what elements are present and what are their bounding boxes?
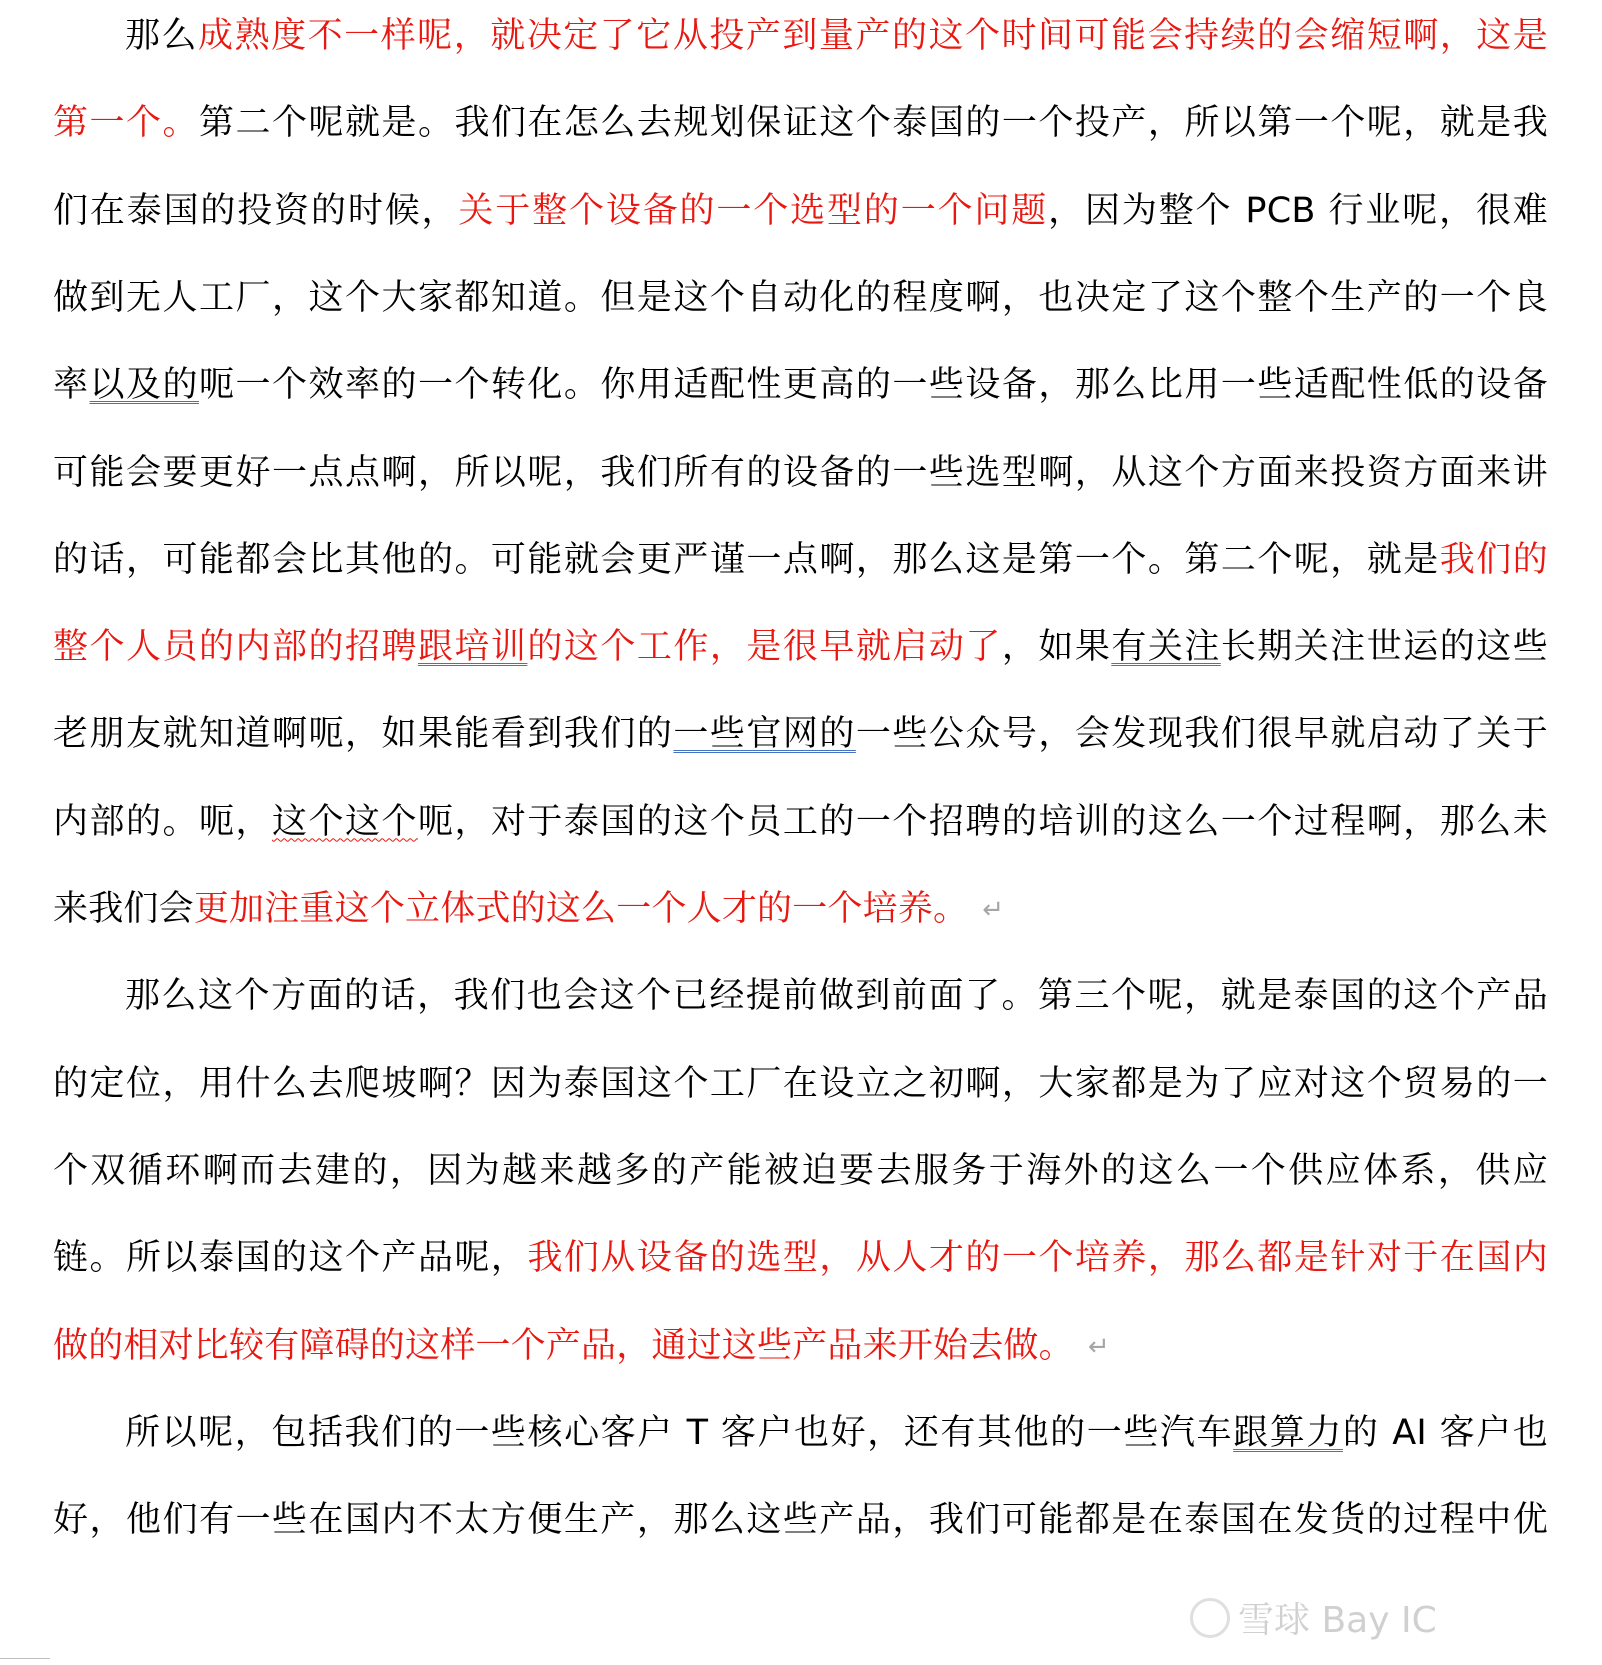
highlighted-text: 做的相对比较有障碍的这样一个产品，通过这些产品来开始去做。 [53, 1325, 1074, 1366]
body-text: 来我们会 [53, 889, 194, 929]
body-text: 老朋友就知道啊呃，如果能看到我们的 [53, 714, 674, 755]
document-line [53, 623, 1548, 671]
highlighted-text: 的这个工作，是很早就启动了 [527, 627, 1002, 668]
document-line [125, 12, 1548, 60]
document-line [53, 187, 1548, 235]
document-line [125, 972, 1548, 1020]
body-text: 一些公众号，会发现我们很早就启动了关于 [855, 714, 1548, 755]
body-text: 可能会要更好一点点啊，所以呢，我们所有的设备的一些选型啊，从这个方面来投资方面来讲 [53, 452, 1548, 493]
body-text: 以及的 [89, 365, 199, 406]
document-line [53, 1234, 1548, 1282]
body-text: 所以呢，包括我们的一些核心客户 T 客户也好，还有其他的一些汽车 [125, 1412, 1234, 1453]
document-line [53, 885, 1548, 934]
body-text: 率 [53, 365, 90, 406]
body-text: 长期关注世运的这些 [1220, 627, 1548, 668]
snowball-logo-icon [1190, 1598, 1230, 1638]
body-text: ，如果 [1001, 627, 1112, 668]
document-line [53, 361, 1548, 409]
document-line [53, 1496, 1548, 1544]
document-line [53, 274, 1548, 322]
watermark [1190, 1592, 1437, 1643]
body-text: 呃，对于泰国的这个员工的一个招聘的培训的这么一个过程啊，那么未 [417, 801, 1548, 842]
document-line [53, 1147, 1548, 1195]
body-text: 链。所以泰国的这个产品呢， [53, 1238, 528, 1279]
body-text: 呃一个效率的一个转化。你用适配性更高的一些设备，那么比用一些适配性低的设备 [198, 365, 1548, 406]
body-text: 内部的。呃， [53, 801, 272, 842]
highlighted-text: 第一个。 [53, 103, 199, 144]
page-corner-mark [0, 1658, 50, 1659]
body-text: 那么 [125, 16, 199, 56]
paragraph-mark-icon: ↵ [1087, 1331, 1110, 1362]
body-text: 跟算力 [1233, 1412, 1343, 1453]
paragraph-mark-icon: ↵ [982, 895, 1005, 925]
highlighted-text: 整个人员的内部的招聘 [53, 627, 418, 668]
document-line [53, 1322, 1548, 1371]
document-line [53, 1060, 1548, 1108]
highlighted-text: 成熟度不一样呢，就决定了它从投产到量产的这个时间可能会持续的会缩短啊，这是 [198, 16, 1548, 56]
document-line [53, 710, 1548, 758]
body-text: 的定位，用什么去爬坡啊？因为泰国这个工厂在设立之初啊，大家都是为了应对这个贸易的一 [53, 1063, 1548, 1104]
body-text: 第二个呢就是。我们在怎么去规划保证这个泰国的一个投产，所以第一个呢，就是我 [198, 103, 1548, 144]
highlighted-text: 我们从设备的选型，从人才的一个培养，那么都是针对于在国内 [527, 1238, 1548, 1279]
body-text: 好，他们有一些在国内不太方便生产，那么这些产品，我们可能都是在泰国在发货的过程中优 [53, 1500, 1548, 1541]
document-line [53, 798, 1548, 846]
highlighted-text: 我们的 [1439, 539, 1548, 580]
highlighted-text: 跟培训 [417, 627, 528, 668]
body-text: 这个这个 [271, 801, 418, 842]
highlighted-text: 关于整个设备的一个选型的一个问题 [458, 190, 1049, 231]
highlighted-text: 更加注重这个立体式的这么一个人才的一个培养。 [193, 889, 969, 929]
body-text: 那么这个方面的话，我们也会这个已经提前做到前面了。第三个呢，就是泰国的这个产品 [125, 976, 1548, 1017]
document-line [125, 1409, 1548, 1457]
document-line [53, 449, 1548, 497]
body-text: 的 AI 客户也 [1342, 1412, 1548, 1453]
body-text: 做到无人工厂，这个大家都知道。但是这个自动化的程度啊，也决定了这个整个生产的一个良 [53, 277, 1548, 318]
body-text: 一些官网的 [673, 714, 856, 755]
watermark-text: 雪球 Bay IC [1238, 1600, 1437, 1641]
document-line [53, 99, 1548, 147]
body-text: 个双循环啊而去建的，因为越来越多的产能被迫要去服务于海外的这么一个供应体系，供应 [53, 1150, 1548, 1191]
document-line [53, 536, 1548, 584]
body-text: 们在泰国的投资的时候， [53, 190, 459, 231]
body-text: 的话，可能都会比其他的。可能就会更严谨一点啊，那么这是第一个。第二个呢，就是 [53, 539, 1440, 580]
body-text: 有关注 [1111, 627, 1221, 668]
body-text: ，因为整个 PCB 行业呢，很难 [1048, 190, 1549, 231]
